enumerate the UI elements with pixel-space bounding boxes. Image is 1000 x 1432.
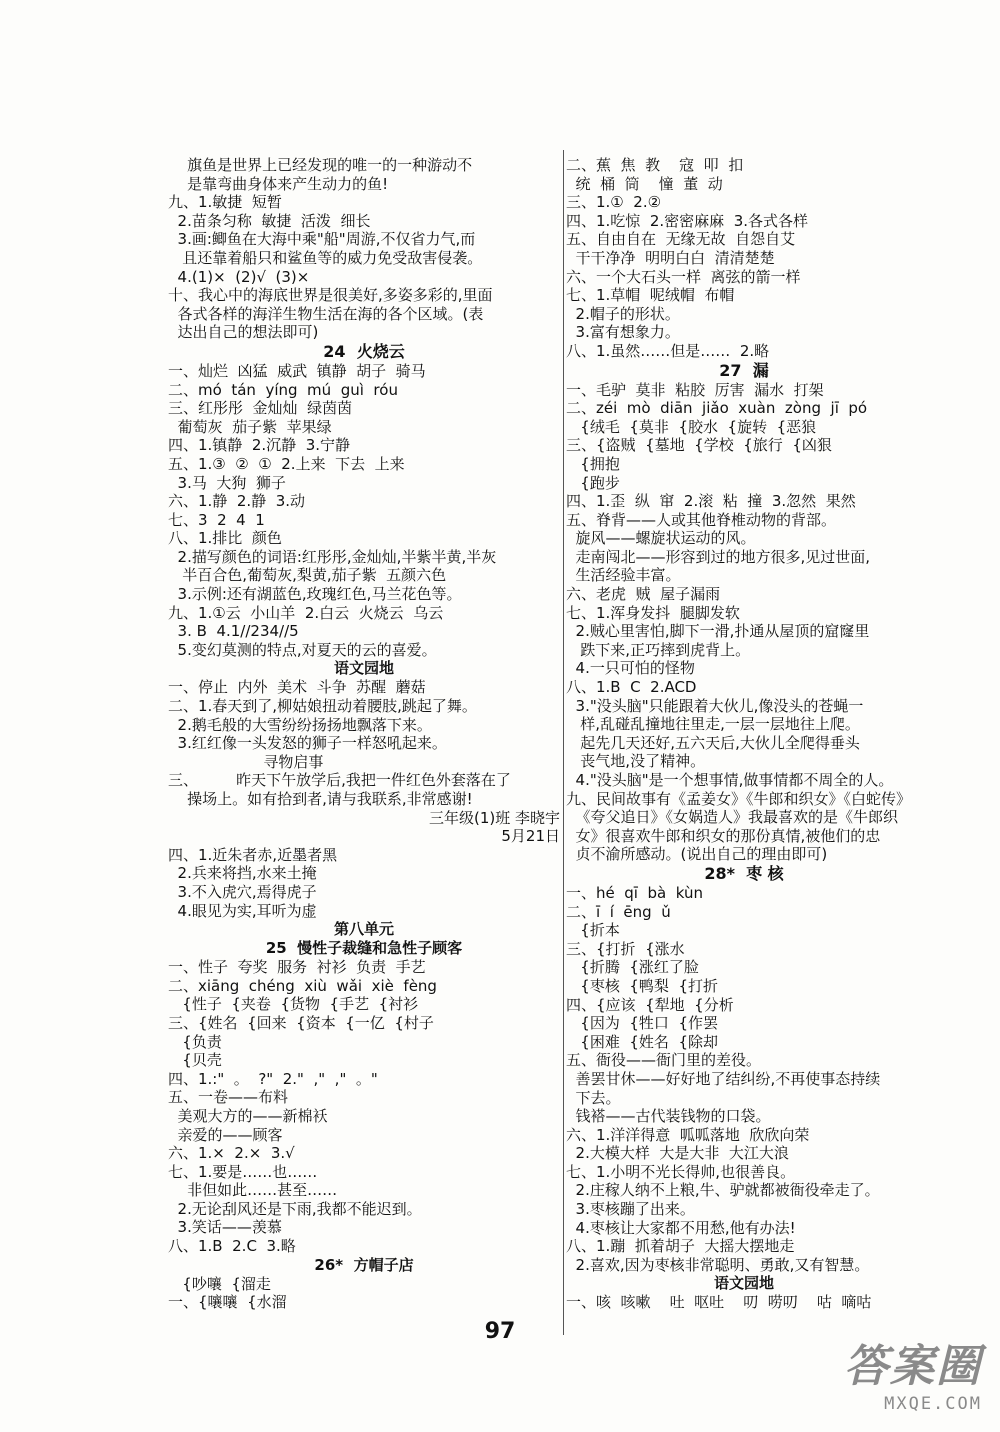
answer-line: 干干净净 明明白白 清清楚楚 bbox=[566, 248, 775, 267]
answer-line: 达出自己的想法即可) bbox=[168, 323, 319, 342]
answer-line: 九、民间故事有《孟姜女》《牛郎和织女》《白蛇传》 bbox=[566, 789, 912, 808]
answer-line: 3.枣核蹦了出来。 bbox=[566, 1200, 695, 1219]
answer-line: 二、ī í ēng ǔ bbox=[566, 902, 671, 921]
answer-line: 二、zéi mò diān jiǎo xuàn zòng jī pó bbox=[566, 399, 868, 418]
answer-line: 五、衙役——衙门里的差役。 bbox=[566, 1051, 762, 1070]
answer-line: 4.眼见为实,耳听为虚 bbox=[168, 901, 317, 920]
answer-line: 跌下来,正巧摔到虎背上。 bbox=[566, 640, 751, 659]
answer-line: 3.示例:还有湖蓝色,玫瑰红色,马兰花色等。 bbox=[168, 585, 462, 604]
answer-line: 2.鹅毛般的大雪纷纷扬扬地飘落下来。 bbox=[168, 715, 432, 734]
answer-line: 八、1.蹦 抓着胡子 大摇大摆地走 bbox=[566, 1237, 795, 1256]
answer-line: 3.不入虎穴,焉得虎子 bbox=[168, 882, 317, 901]
answer-line: 四、1.歪 纵 窜 2.滚 粘 撞 3.忽然 果然 bbox=[566, 492, 856, 511]
answer-line: 三、 昨天下午放学后,我把一件红色外套落在了 bbox=[168, 771, 511, 790]
answer-line: 3.笑话——羡慕 bbox=[168, 1218, 282, 1237]
answer-line: 三、{盗贼 {墓地 {学校 {旅行 {凶狠 bbox=[566, 436, 832, 455]
answer-line: 七、1.草帽 呢绒帽 布帽 bbox=[566, 286, 735, 305]
answer-line: 六、老虎 贼 屋子漏雨 bbox=[566, 585, 721, 604]
answer-line: {绒毛 {莫非 {胶水 {旋转 {恶狼 bbox=[566, 417, 817, 436]
answer-line: 三、{姓名 {回来 {资本 {一亿 {村子 bbox=[168, 1013, 434, 1032]
answer-line: 半百合色,葡萄灰,梨黄,茄子紫 五颜六色 bbox=[168, 566, 447, 585]
answer-line: 四、1.吃惊 2.密密麻麻 3.各式各样 bbox=[566, 211, 809, 230]
answer-line: 2.苗条匀称 敏捷 活泼 细长 bbox=[168, 211, 371, 230]
section-heading: 语文园地 bbox=[713, 1274, 774, 1293]
answer-line: {折本 bbox=[566, 921, 620, 940]
answer-line: 六、1.× 2.× 3.√ bbox=[168, 1144, 295, 1163]
answer-line: 丧气地,没了精神。 bbox=[566, 752, 706, 771]
answer-line: 五、自由自在 无缘无故 自怨自艾 bbox=[566, 230, 796, 249]
answer-line: 八、1.虽然……但是…… 2.略 bbox=[566, 341, 770, 360]
watermark bbox=[844, 1330, 982, 1414]
answer-line: 三、红彤彤 金灿灿 绿茵茵 bbox=[168, 399, 353, 418]
answer-line: 七、1.要是……也…… bbox=[168, 1162, 318, 1181]
answer-line: 五、脊背——人或其他脊椎动物的背部。 bbox=[566, 510, 837, 529]
answer-line: 4.一只可怕的怪物 bbox=[566, 659, 695, 678]
answer-line: 走南闯北——形容到过的地方很多,见过世面, bbox=[566, 547, 871, 566]
section-heading: 25 慢性子裁缝和急性子顾客 bbox=[265, 939, 463, 958]
left-column bbox=[168, 156, 560, 1312]
answer-line: 美观大方的——新棉袄 bbox=[168, 1106, 328, 1125]
answer-line: {吵嚷 {溜走 bbox=[168, 1274, 271, 1293]
answer-line: 亲爱的——顾客 bbox=[168, 1125, 283, 1144]
answer-line: 操场上。如有拾到者,请与我联系,非常感谢! bbox=[168, 790, 473, 808]
answer-line: 3. B 4.1//234//5 bbox=[168, 622, 299, 641]
answer-line: 2.兵来将挡,水来土掩 bbox=[168, 864, 317, 883]
answer-line: 一、灿烂 凶猛 威武 镇静 胡子 骑马 bbox=[168, 361, 426, 380]
answer-line: 旋风——螺旋状运动的风。 bbox=[566, 529, 756, 548]
answer-line: 钱褡——古代装钱物的口袋。 bbox=[566, 1107, 771, 1126]
answer-line: 3.画:鲫鱼在大海中乘"船"周游,不仅省力气,而 bbox=[168, 230, 476, 249]
answer-line: 十、我心中的海底世界是很美好,多姿多彩的,里面 bbox=[168, 286, 493, 305]
answer-line: {负责 bbox=[168, 1032, 222, 1051]
answer-line: {因为 {牲口 {作罢 bbox=[566, 1014, 719, 1033]
answer-line: 寻物启事 bbox=[168, 752, 324, 771]
answer-line: {枣核 {鸭梨 {打折 bbox=[566, 976, 719, 995]
answer-line: 八、1.排比 颜色 bbox=[168, 529, 282, 548]
section-heading: 语文园地 bbox=[333, 659, 394, 678]
answer-line: 生活经验丰富。 bbox=[566, 566, 681, 585]
answer-line: 非但如此……甚至…… bbox=[168, 1181, 338, 1200]
answer-line: 《夸父追日》《女娲造人》我最喜欢的是《牛郎织 bbox=[566, 808, 899, 827]
answer-line: 八、1.B C 2.ACD bbox=[566, 678, 697, 697]
signature-line: 5月21日 bbox=[501, 827, 560, 846]
answer-line: 二、1.春天到了,柳姑娘扭动着腰肢,跳起了舞。 bbox=[168, 697, 477, 716]
section-heading: 26* 方帽子店 bbox=[314, 1255, 414, 1274]
answer-line: 一、{嚷嚷 {水溜 bbox=[168, 1293, 287, 1312]
answer-line: {折腾 {涨红了脸 bbox=[566, 958, 699, 977]
lesson-title: 24 火烧云 bbox=[323, 341, 405, 361]
answer-line: 女》很喜欢牛郎和织女的那份真情,被他们的忠 bbox=[566, 826, 881, 845]
column-divider bbox=[563, 150, 564, 1335]
answer-line: 七、3 2 4 1 bbox=[168, 510, 265, 529]
answer-line: 2.贼心里害怕,脚下一滑,扑通从屋顶的窟窿里 bbox=[566, 622, 870, 641]
answer-line: 二、蕉 焦 教 寇 叩 扣 bbox=[566, 156, 744, 174]
answer-line: 七、1.浑身发抖 腿脚发软 bbox=[566, 603, 740, 622]
answer-line: 4.枣核让大家都不用愁,他有办法! bbox=[566, 1218, 796, 1237]
answer-line: 四、1.近朱者赤,近墨者黑 bbox=[168, 845, 338, 864]
answer-line: 4.(1)× (2)√ (3)× bbox=[168, 267, 310, 286]
watermark-logo: 答案圈 bbox=[844, 1341, 982, 1392]
answer-line: 2.描写颜色的词语:红彤彤,金灿灿,半紫半黄,半灰 bbox=[168, 547, 497, 566]
answer-line: 3."没头脑"只能跟着大伙儿,像没头的苍蝇一 bbox=[566, 696, 864, 715]
watermark-url: MXQE.COM bbox=[884, 1394, 982, 1414]
lesson-title: 28* 枣 核 bbox=[704, 863, 784, 883]
answer-line: 2.帽子的形状。 bbox=[566, 304, 680, 323]
answer-line: 各式各样的海洋生物生活在海的各个区域。(表 bbox=[168, 304, 484, 323]
answer-line: 三、1.① 2.② bbox=[566, 193, 662, 212]
answer-line: 起先几天还好,五六天后,大伙儿全爬得垂头 bbox=[566, 733, 860, 752]
answer-line: 二、xiāng chéng xiù wǎi xiè fèng bbox=[168, 976, 437, 995]
answer-line: 五、一卷——布料 bbox=[168, 1088, 289, 1107]
lesson-title: 27 漏 bbox=[719, 360, 769, 380]
answer-line: 善罢甘休——好好地了结纠纷,不再使事态持续 bbox=[566, 1069, 881, 1088]
answer-line: {跑步 bbox=[566, 473, 620, 492]
answer-line: {拥抱 bbox=[566, 454, 620, 473]
answer-line: 统 桶 筒 憧 董 动 bbox=[566, 174, 723, 193]
signature-line: 三年级(1)班 李晓宇 bbox=[428, 808, 560, 827]
answer-line: 2.大模大样 大是大非 大江大浪 bbox=[566, 1144, 789, 1163]
answer-line: 一、毛驴 莫非 粘胶 厉害 漏水 打架 bbox=[566, 380, 824, 399]
answer-line: {贝壳 bbox=[168, 1051, 222, 1070]
answer-line: 2.无论刮风还是下雨,我都不能迟到。 bbox=[168, 1199, 422, 1218]
answer-line: {困难 {姓名 {除却 bbox=[566, 1032, 719, 1051]
answer-line: 贞不渝所感动。(说出自己的理由即可) bbox=[566, 845, 828, 864]
answer-line: 3.马 大狗 狮子 bbox=[168, 473, 286, 492]
answer-line: {性子 {夹卷 {货物 {手艺 {衬衫 bbox=[168, 995, 419, 1014]
answer-line: 二、mó tán yíng mú guì róu bbox=[168, 380, 398, 399]
answer-line: 六、1.洋洋得意 呱呱落地 欣欣向荣 bbox=[566, 1125, 810, 1144]
answer-line: 五、1.③ ② ① 2.上来 下去 上来 bbox=[168, 454, 405, 473]
answer-line: 四、{应该 {犁地 {分析 bbox=[566, 995, 734, 1014]
answer-line: 八、1.B 2.C 3.略 bbox=[168, 1237, 296, 1256]
answer-line: 七、1.小明不光长得帅,也很善良。 bbox=[566, 1162, 796, 1181]
answer-line: 4."没头脑"是一个想事情,做事情都不周全的人。 bbox=[566, 771, 894, 789]
section-heading: 第八单元 bbox=[333, 920, 394, 939]
answer-line: 是靠弯曲身体来产生动力的鱼! bbox=[168, 174, 389, 193]
answer-line: 六、1.静 2.静 3.动 bbox=[168, 492, 306, 511]
page-number: 97 bbox=[484, 1319, 516, 1344]
answer-line: 3.富有想象力。 bbox=[566, 323, 680, 342]
answer-line: 2.喜欢,因为枣核非常聪明、勇敢,又有智慧。 bbox=[566, 1255, 870, 1274]
answer-line: 一、hé qī bà kùn bbox=[566, 883, 703, 902]
answer-line: 一、咳 咳嗽 吐 呕吐 叨 唠叨 咕 嘀咕 bbox=[566, 1293, 872, 1312]
answer-line: 四、1.:" 。 ?" 2." ," ," 。" bbox=[168, 1069, 378, 1088]
answer-line: 三、{打折 {涨水 bbox=[566, 939, 685, 958]
answer-line: 样,乱碰乱撞地往里走,一层一层地往上爬。 bbox=[566, 715, 860, 734]
answer-line: 九、1.敏捷 短暂 bbox=[168, 193, 282, 212]
answer-line: 葡萄灰 茄子紫 苹果绿 bbox=[168, 417, 332, 436]
answer-line: 一、性子 夸奖 服务 衬衫 负责 手艺 bbox=[168, 958, 426, 977]
answer-line: 旗鱼是世界上已经发现的唯一的一种游动不 bbox=[168, 156, 473, 174]
answer-line: 且还靠着船只和鲨鱼等的威力免受敌害侵袭。 bbox=[168, 248, 483, 267]
answer-line: 下去。 bbox=[566, 1088, 621, 1107]
answer-line: 一、停止 内外 美术 斗争 苏醒 蘑菇 bbox=[168, 678, 426, 697]
answer-line: 九、1.①云 小山羊 2.白云 火烧云 乌云 bbox=[168, 603, 444, 622]
right-column bbox=[566, 156, 922, 1312]
answer-line: 3.红红像一头发怒的狮子一样怒吼起来。 bbox=[168, 734, 447, 753]
answer-line: 5.变幻莫测的特点,对夏天的云的喜爱。 bbox=[168, 640, 437, 659]
answer-line: 四、1.镇静 2.沉静 3.宁静 bbox=[168, 436, 351, 455]
answer-line: 六、一个大石头一样 离弦的箭一样 bbox=[566, 267, 801, 286]
answer-line: 2.庄稼人纳不上粮,牛、驴就都被衙役牵走了。 bbox=[566, 1181, 880, 1200]
